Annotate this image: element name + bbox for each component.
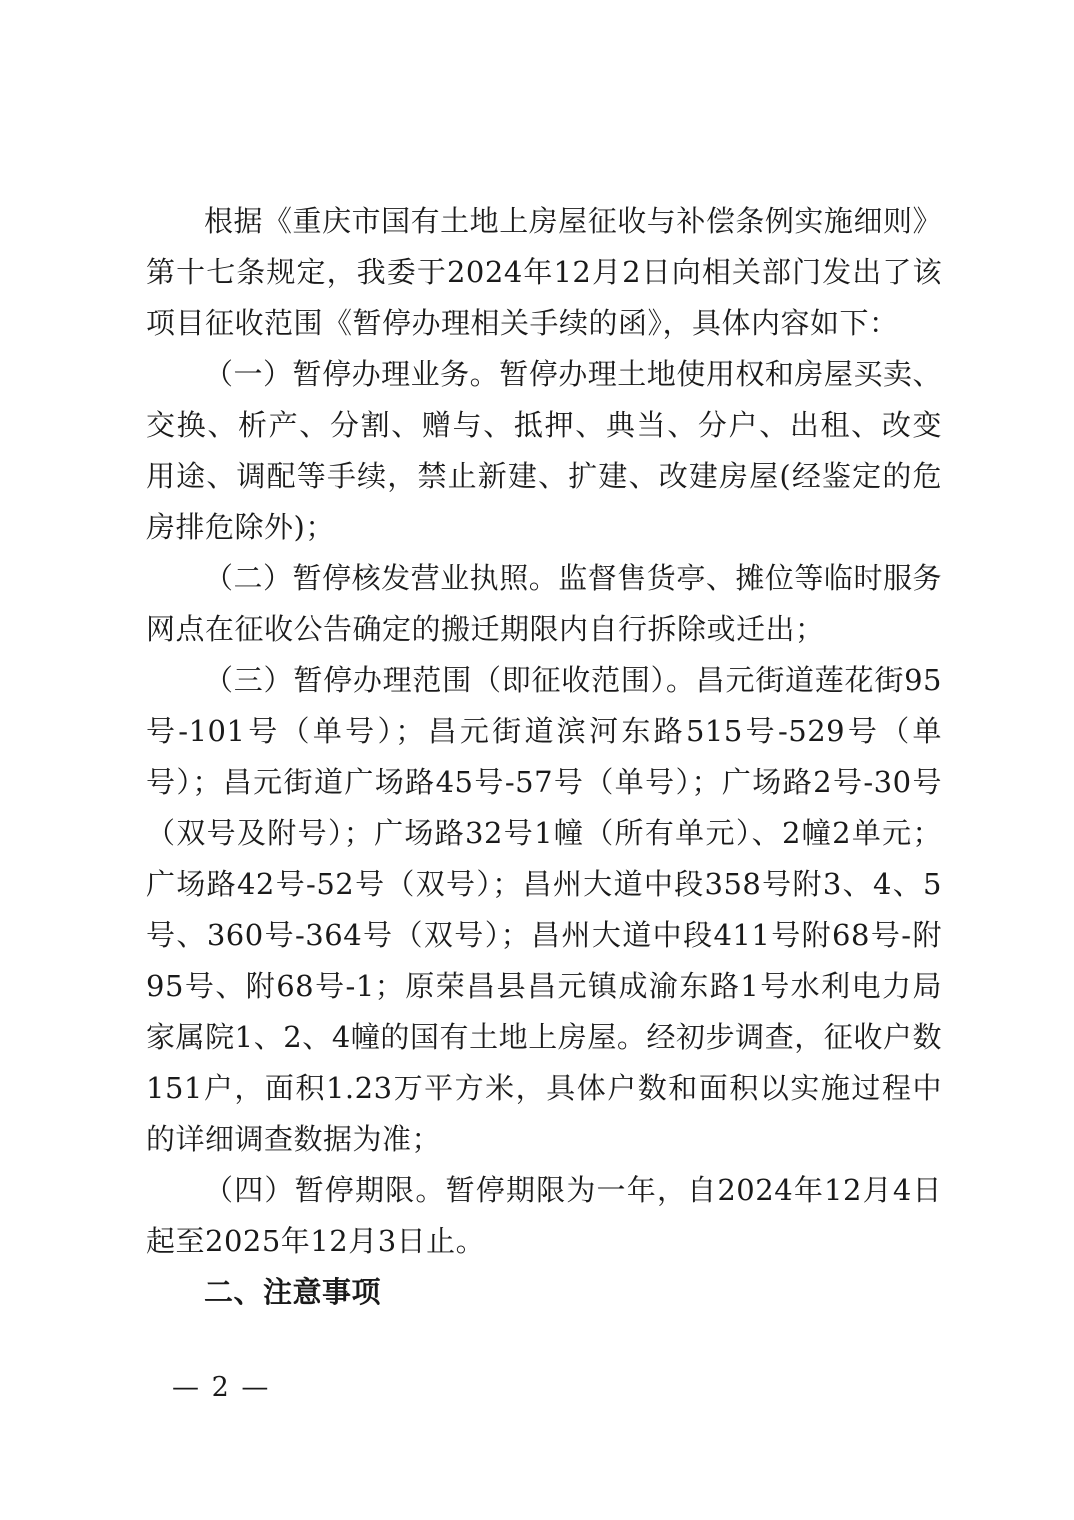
item-paragraph-2 [146, 553, 942, 655]
item-paragraph-3 [146, 655, 942, 1165]
item-lead-4: （四）暂停期限。 [204, 1173, 446, 1207]
item-paragraph-1 [146, 349, 942, 553]
item-body-2: 监督售货亭、摊位等临时服务网点在征收公告确定的搬迁期限内自行拆除或迁出； [146, 561, 942, 646]
item-body-3: 昌元街道莲花街95号-101号（单号）；昌元街道滨河东路515号-529号（单号）；昌元街道广场路45号-57号（单号）；广场路2号-30号（双号及附号）；广场路32号1幢（所有单元）、2幢2单元；广场路42号-52号（双号）；昌州大道中段358号附3、4、5号、360号-364号（双号）；昌州大道中段411号附68号-附95号、附68号-1；原荣昌县昌元镇成渝东路1号水利电力局家属院1、2、4幢的国有土地上房屋。经初步调查，征收户数151户，面积1.23万平方米，具体户数和面积以实施过程中的详细调查数据为准； [146, 663, 942, 1156]
page-number: — 2 — [172, 1372, 271, 1403]
item-body-1: 暂停办理土地使用权和房屋买卖、交换、析产、分割、赠与、抵押、典当、分户、出租、改变用途、调配等手续，禁止新建、扩建、改建房屋(经鉴定的危房排危除外)； [146, 357, 942, 544]
item-paragraph-4 [146, 1165, 942, 1267]
item-lead-1: （一）暂停办理业务。 [204, 357, 500, 391]
item-lead-2: （二）暂停核发营业执照。 [204, 561, 559, 595]
item-lead-3: （三）暂停办理范围（即征收范围）。 [204, 663, 696, 697]
item-body-4: 暂停期限为一年，自2024年12月4日起至2025年12月3日止。 [146, 1173, 942, 1258]
section-heading: 二、注意事项 [204, 1275, 382, 1309]
intro-paragraph: 根据《重庆市国有土地上房屋征收与补偿条例实施细则》第十七条规定，我委于2024年12月2日向相关部门发出了该项目征收范围《暂停办理相关手续的函》，具体内容如下： [146, 204, 942, 340]
document-page [146, 196, 942, 1318]
